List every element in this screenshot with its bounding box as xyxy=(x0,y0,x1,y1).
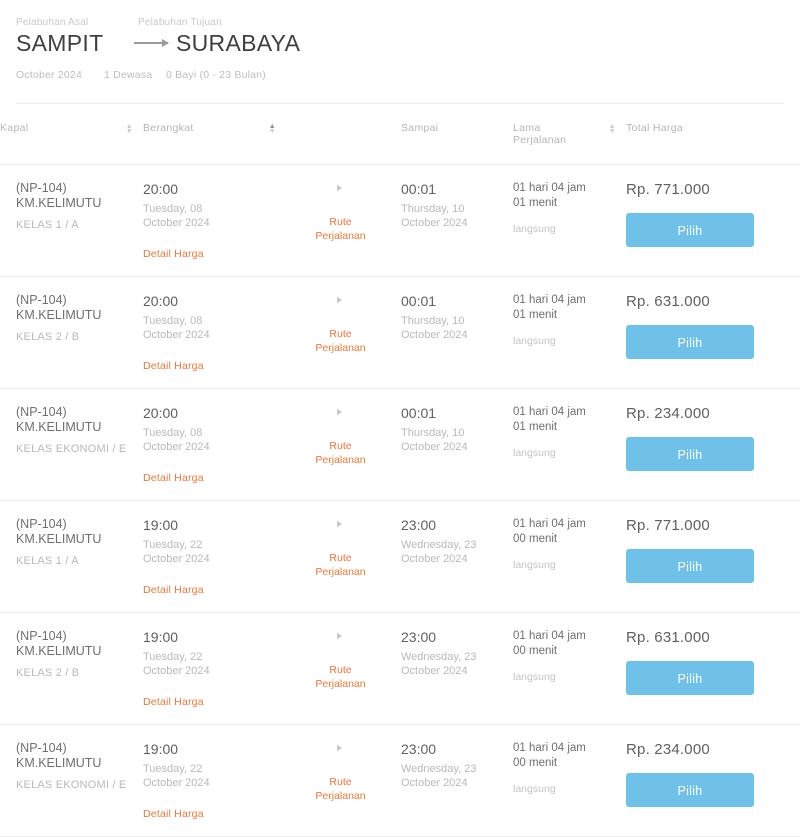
search-summary-header xyxy=(0,0,800,81)
table-header-row xyxy=(0,104,800,165)
departure-time: 19:00 xyxy=(143,629,179,645)
trip-duration: 01 hari 04 jam 01 menit xyxy=(513,182,586,209)
departure-time: 19:00 xyxy=(143,517,179,533)
departure-date: Tuesday, 08 October 2024 xyxy=(143,203,210,229)
ship-class: KELAS 2 / B xyxy=(16,667,80,679)
cell-berangkat xyxy=(143,613,286,725)
detail-harga-link[interactable]: Detail Harga xyxy=(143,584,204,596)
cell-lama-perjalanan xyxy=(513,389,626,501)
origin-port-label: Pelabuhan Asal xyxy=(16,17,89,28)
arrival-time: 00:01 xyxy=(401,181,437,197)
rute-link-line1: Rute xyxy=(329,216,352,228)
ship-code: (NP-104) xyxy=(16,293,67,307)
rute-perjalanan-link[interactable] xyxy=(286,215,395,243)
arrival-date: Thursday, 10 October 2024 xyxy=(401,315,468,341)
ship-name: KM.KELIMUTU xyxy=(16,420,102,434)
departure-time: 19:00 xyxy=(143,741,179,757)
cell-lama-perjalanan xyxy=(513,725,626,837)
total-price: Rp. 631.000 xyxy=(626,293,710,310)
arrival-time: 00:01 xyxy=(401,293,437,309)
detail-harga-link[interactable]: Detail Harga xyxy=(143,360,204,372)
cell-total-harga xyxy=(626,165,800,277)
sort-icon-berangkat[interactable]: ▲ ▼ xyxy=(268,123,276,135)
ship-class: KELAS 2 / B xyxy=(16,331,80,343)
cell-total-harga xyxy=(626,501,800,613)
cell-lama-perjalanan xyxy=(513,165,626,277)
rute-link-line1: Rute xyxy=(329,440,352,452)
ship-name: KM.KELIMUTU xyxy=(16,644,102,658)
detail-harga-link[interactable]: Detail Harga xyxy=(143,696,204,708)
ship-class: KELAS 1 / A xyxy=(16,555,79,567)
rute-link-line2: Perjalanan xyxy=(315,790,366,802)
rute-link-line2: Perjalanan xyxy=(315,454,366,466)
cell-kapal xyxy=(0,277,143,389)
column-header-berangkat[interactable] xyxy=(143,104,286,165)
trip-transit-type: langsung xyxy=(513,447,556,459)
column-header-sampai[interactable] xyxy=(401,104,513,165)
route-line xyxy=(16,30,784,57)
rute-link-line1: Rute xyxy=(329,552,352,564)
column-label-total-harga: Total Harga xyxy=(626,122,683,134)
trip-transit-type: langsung xyxy=(513,671,556,683)
trip-duration: 01 hari 04 jam 01 menit xyxy=(513,406,586,433)
cell-lama-perjalanan xyxy=(513,277,626,389)
detail-harga-link[interactable]: Detail Harga xyxy=(143,248,204,260)
cell-total-harga xyxy=(626,277,800,389)
departure-time: 20:00 xyxy=(143,181,179,197)
column-label-lama-line2: Perjalanan xyxy=(513,134,567,146)
total-price: Rp. 771.000 xyxy=(626,181,710,198)
cell-total-harga xyxy=(626,389,800,501)
ship-code: (NP-104) xyxy=(16,629,67,643)
trip-transit-type: langsung xyxy=(513,335,556,347)
rute-perjalanan-link[interactable] xyxy=(286,775,395,803)
table-row[interactable] xyxy=(0,277,800,389)
trip-duration: 01 hari 04 jam 01 menit xyxy=(513,294,586,321)
rute-link-line1: Rute xyxy=(329,664,352,676)
arrival-date: Wednesday, 23 October 2024 xyxy=(401,651,477,677)
cell-sampai xyxy=(401,277,513,389)
departure-date: Tuesday, 08 October 2024 xyxy=(143,315,210,341)
rute-link-line2: Perjalanan xyxy=(315,678,366,690)
results-table-body xyxy=(0,165,800,837)
trip-duration: 01 hari 04 jam 00 menit xyxy=(513,518,586,545)
cell-kapal xyxy=(0,613,143,725)
cell-rute xyxy=(286,277,401,389)
select-button[interactable]: Pilih xyxy=(626,549,754,583)
destination-port-label: Pelabuhan Tujuan xyxy=(138,17,222,28)
rute-link-line1: Rute xyxy=(329,776,352,788)
arrival-time: 23:00 xyxy=(401,517,437,533)
departure-time: 20:00 xyxy=(143,293,179,309)
cell-rute xyxy=(286,165,401,277)
table-row[interactable] xyxy=(0,389,800,501)
column-header-lama-perjalanan[interactable] xyxy=(513,104,626,165)
ship-code: (NP-104) xyxy=(16,741,67,755)
departure-date: Tuesday, 22 October 2024 xyxy=(143,763,210,789)
total-price: Rp. 234.000 xyxy=(626,741,710,758)
total-price: Rp. 234.000 xyxy=(626,405,710,422)
trip-duration: 01 hari 04 jam 00 menit xyxy=(513,742,586,769)
cell-rute xyxy=(286,725,401,837)
route-arrow-icon xyxy=(126,42,176,46)
cell-rute xyxy=(286,613,401,725)
select-button[interactable]: Pilih xyxy=(626,325,754,359)
rute-link-line1: Rute xyxy=(329,328,352,340)
cell-berangkat xyxy=(143,501,286,613)
results-table xyxy=(0,104,800,837)
cell-sampai xyxy=(401,389,513,501)
ship-code: (NP-104) xyxy=(16,181,67,195)
departure-date: Tuesday, 08 October 2024 xyxy=(143,427,210,453)
arrival-date: Wednesday, 23 October 2024 xyxy=(401,539,477,565)
arrival-date: Wednesday, 23 October 2024 xyxy=(401,763,477,789)
column-header-total-harga[interactable] xyxy=(626,104,800,165)
column-header-rute xyxy=(286,104,401,165)
departure-date: Tuesday, 22 October 2024 xyxy=(143,651,210,677)
cell-berangkat xyxy=(143,725,286,837)
cell-sampai xyxy=(401,165,513,277)
total-price: Rp. 771.000 xyxy=(626,517,710,534)
sort-icon-lama[interactable]: ▲ ▼ xyxy=(608,123,616,135)
rute-perjalanan-link[interactable] xyxy=(286,439,395,467)
trip-transit-type: langsung xyxy=(513,223,556,235)
cell-total-harga xyxy=(626,725,800,837)
arrival-time: 23:00 xyxy=(401,629,437,645)
search-meta xyxy=(16,69,784,81)
cell-berangkat xyxy=(143,277,286,389)
column-label-berangkat: Berangkat xyxy=(143,122,194,134)
trip-transit-type: langsung xyxy=(513,559,556,571)
results-table-head xyxy=(0,104,800,165)
ship-name: KM.KELIMUTU xyxy=(16,532,102,546)
cell-kapal xyxy=(0,501,143,613)
ship-code: (NP-104) xyxy=(16,517,67,531)
rute-perjalanan-link[interactable] xyxy=(286,327,395,355)
detail-harga-link[interactable]: Detail Harga xyxy=(143,808,204,820)
select-button[interactable]: Pilih xyxy=(626,661,754,695)
cell-berangkat xyxy=(143,165,286,277)
select-button[interactable]: Pilih xyxy=(626,437,754,471)
ship-class: KELAS EKONOMI / E xyxy=(16,779,127,791)
ship-name: KM.KELIMUTU xyxy=(16,308,102,322)
table-row[interactable] xyxy=(0,725,800,837)
cell-kapal xyxy=(0,165,143,277)
infant-count: 0 Bayi (0 - 23 Bulan) xyxy=(166,69,266,81)
rute-link-line2: Perjalanan xyxy=(315,230,366,242)
rute-perjalanan-link[interactable] xyxy=(286,551,395,579)
ship-class: KELAS EKONOMI / E xyxy=(16,443,127,455)
detail-harga-link[interactable]: Detail Harga xyxy=(143,472,204,484)
cell-kapal xyxy=(0,389,143,501)
ship-name: KM.KELIMUTU xyxy=(16,196,102,210)
table-row[interactable] xyxy=(0,501,800,613)
rute-link-line2: Perjalanan xyxy=(315,342,366,354)
arrival-date: Thursday, 10 October 2024 xyxy=(401,203,468,229)
search-month: October 2024 xyxy=(16,69,83,81)
cell-kapal xyxy=(0,725,143,837)
table-row[interactable] xyxy=(0,165,800,277)
departure-date: Tuesday, 22 October 2024 xyxy=(143,539,210,565)
cell-total-harga xyxy=(626,613,800,725)
cell-rute xyxy=(286,389,401,501)
route-field-labels xyxy=(16,14,784,28)
column-label-lama-line1: Lama xyxy=(513,122,541,134)
cell-berangkat xyxy=(143,389,286,501)
arrival-time: 00:01 xyxy=(401,405,437,421)
cell-sampai xyxy=(401,725,513,837)
select-button[interactable]: Pilih xyxy=(626,213,754,247)
column-header-kapal[interactable] xyxy=(0,104,143,165)
trip-duration: 01 hari 04 jam 00 menit xyxy=(513,630,586,657)
ship-name: KM.KELIMUTU xyxy=(16,756,102,770)
ship-class: KELAS 1 / A xyxy=(16,219,79,231)
adult-count: 1 Dewasa xyxy=(104,69,153,81)
arrival-date: Thursday, 10 October 2024 xyxy=(401,427,468,453)
cell-sampai xyxy=(401,501,513,613)
rute-perjalanan-link[interactable] xyxy=(286,663,395,691)
trip-transit-type: langsung xyxy=(513,783,556,795)
arrival-time: 23:00 xyxy=(401,741,437,757)
total-price: Rp. 631.000 xyxy=(626,629,710,646)
cell-lama-perjalanan xyxy=(513,613,626,725)
rute-link-line2: Perjalanan xyxy=(315,566,366,578)
ship-code: (NP-104) xyxy=(16,405,67,419)
select-button[interactable]: Pilih xyxy=(626,773,754,807)
departure-time: 20:00 xyxy=(143,405,179,421)
cell-lama-perjalanan xyxy=(513,501,626,613)
cell-rute xyxy=(286,501,401,613)
column-label-sampai: Sampai xyxy=(401,122,439,134)
destination-city: SURABAYA xyxy=(176,30,301,56)
origin-city: SAMPIT xyxy=(16,30,104,56)
cell-sampai xyxy=(401,613,513,725)
column-label-kapal: Kapal xyxy=(0,122,29,134)
table-row[interactable] xyxy=(0,613,800,725)
sort-icon-kapal[interactable]: ▲ ▼ xyxy=(125,123,133,135)
